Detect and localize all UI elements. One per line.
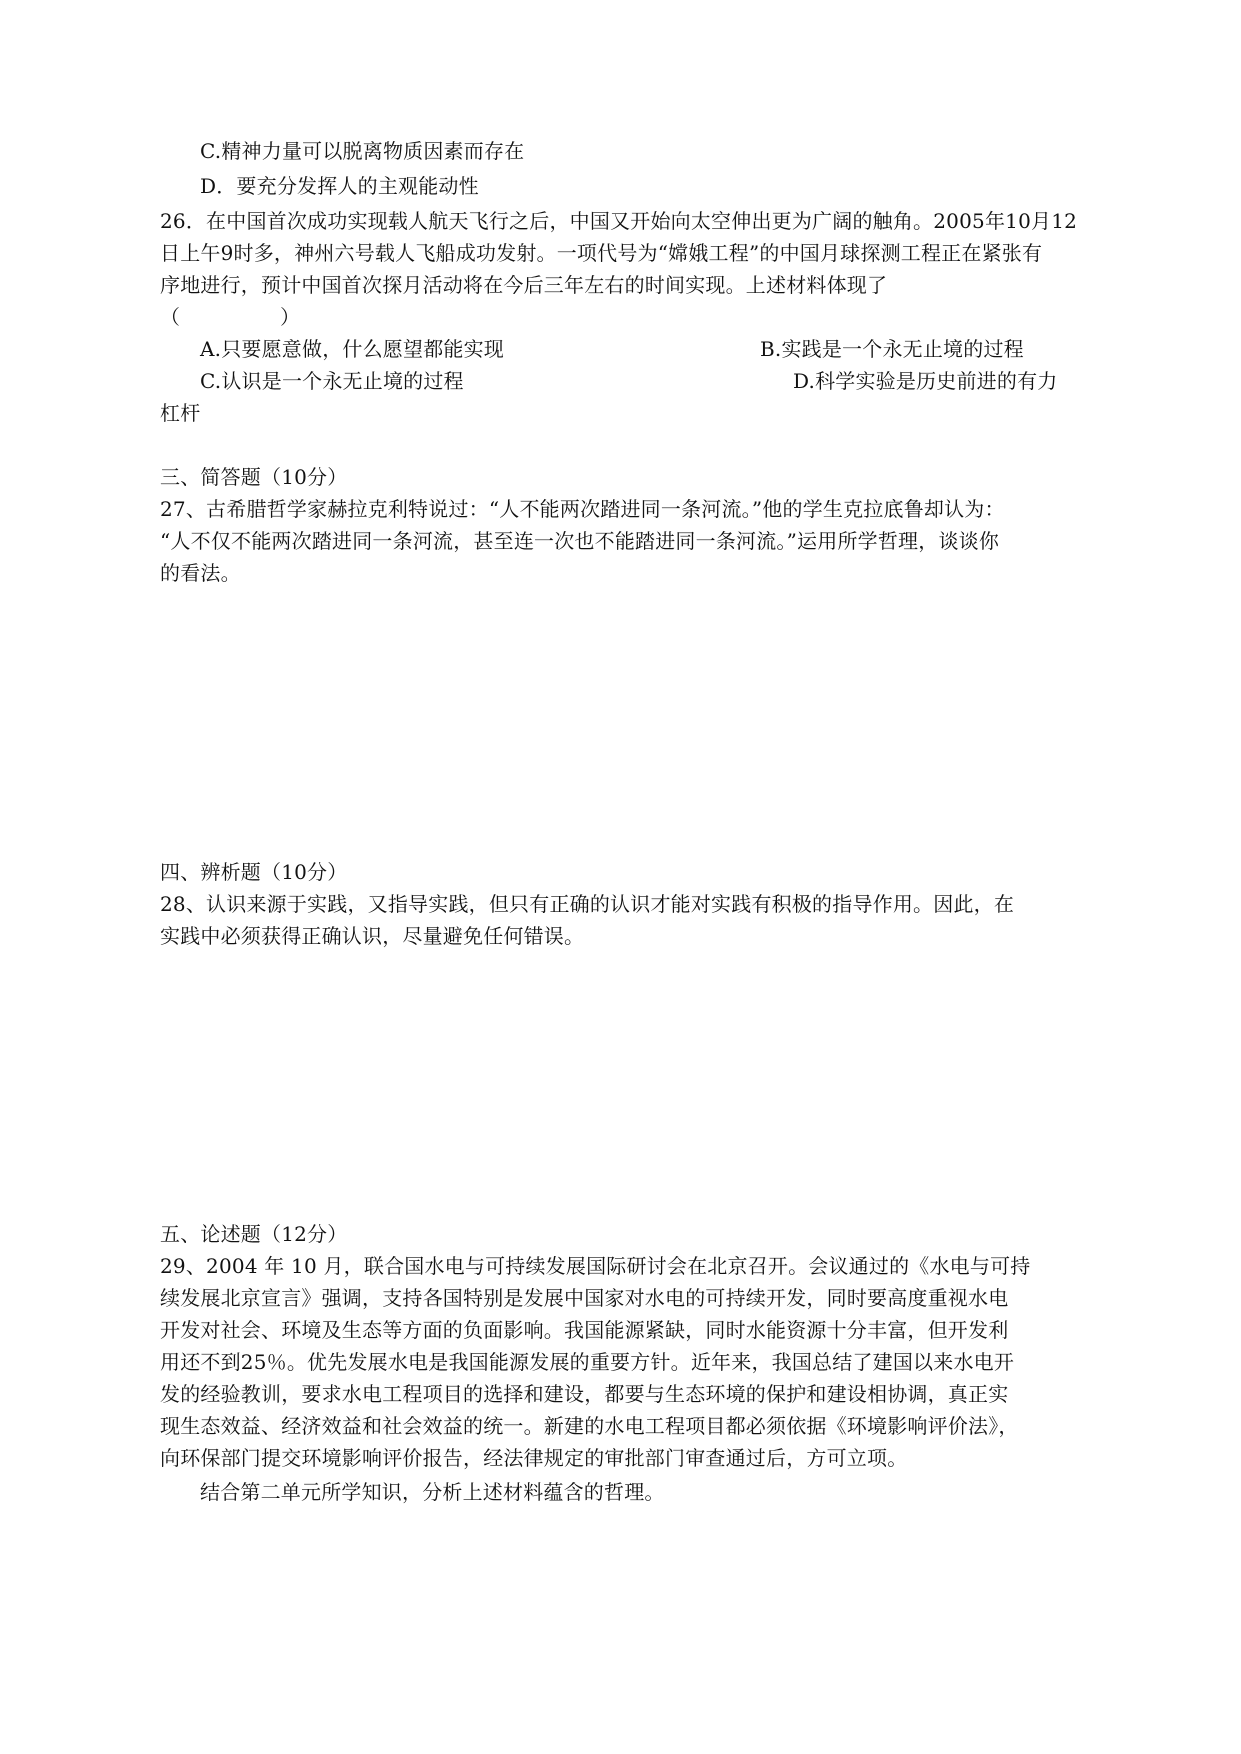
q26-option-a: A.只要愿意做，什么愿望都能实现 xyxy=(200,337,505,361)
q27-text-line-3: 的看法。 xyxy=(160,561,241,585)
q29-prompt: 结合第二单元所学知识，分析上述材料蕴含的哲理。 xyxy=(200,1480,665,1504)
q29-text-line-5: 发的经验教训，要求水电工程项目的选择和建设，都要与生态环境的保护和建设相协调，真正实 xyxy=(160,1382,1009,1406)
q29-text-line-3: 开发对社会、环境及生态等方面的负面影响。我国能源紧缺，同时水能资源十分丰富，但开发利 xyxy=(160,1318,1009,1342)
q26-answer-bracket: （ ） xyxy=(160,305,300,329)
q27-text-line-1: 27、古希腊哲学家赫拉克利特说过：“人不能两次踏进同一条河流。”他的学生克拉底鲁却认为： xyxy=(160,497,1005,521)
q26-option-d: D.科学实验是历史前进的有力 xyxy=(793,369,1058,393)
section5-title: 五、论述题（12分） xyxy=(160,1222,348,1246)
section4-title: 四、辨析题（10分） xyxy=(160,860,348,884)
q26-option-c: C.认识是一个永无止境的过程 xyxy=(200,369,464,393)
q26-option-b: B.实践是一个永无止境的过程 xyxy=(760,337,1024,361)
q29-text-line-7: 向环保部门提交环境影响评价报告，经法律规定的审批部门审查通过后，方可立项。 xyxy=(160,1446,908,1470)
q26-text-line-3: 序地进行，预计中国首次探月活动将在今后三年左右的时间实现。上述材料体现了 xyxy=(160,273,888,297)
q29-text-line-4: 用还不到25％。优先发展水电是我国能源发展的重要方针。近年来，我国总结了建国以来水电开 xyxy=(160,1350,1015,1374)
q25-option-c: C.精神力量可以脱离物质因素而存在 xyxy=(200,139,525,163)
q27-text-line-2: “人不仅不能两次踏进同一条河流，甚至连一次也不能踏进同一条河流。”运用所学哲理，谈谈你 xyxy=(160,529,1000,553)
q26-text-line-2: 日上午9时多，神州六号载人飞船成功发射。一项代号为“嫦娥工程”的中国月球探测工程正在紧张有 xyxy=(160,241,1043,265)
q26-option-d-wrap: 杠杆 xyxy=(160,401,201,425)
q28-text-line-1: 28、认识来源于实践，又指导实践，但只有正确的认识才能对实践有积极的指导作用。因此，在 xyxy=(160,892,1015,916)
q29-text-line-1: 29、2004 年 10 月，联合国水电与可持续发展国际研讨会在北京召开。会议通过的《水电与可持 xyxy=(160,1254,1031,1278)
q29-text-line-6: 现生态效益、经济效益和社会效益的统一。新建的水电工程项目都必须依据《环境影响评价法》， xyxy=(160,1414,1019,1438)
q25-option-d: D．要充分发挥人的主观能动性 xyxy=(200,174,479,198)
q29-text-line-2: 续发展北京宣言》强调，支持各国特别是发展中国家对水电的可持续开发，同时要高度重视水电 xyxy=(160,1286,1009,1310)
q28-text-line-2: 实践中必须获得正确认识，尽量避免任何错误。 xyxy=(160,924,585,948)
q26-text-line-1: 26．在中国首次成功实现载人航天飞行之后，中国又开始向太空伸出更为广阔的触角。2005年10月12 xyxy=(160,209,1078,233)
section3-title: 三、简答题（10分） xyxy=(160,465,348,489)
